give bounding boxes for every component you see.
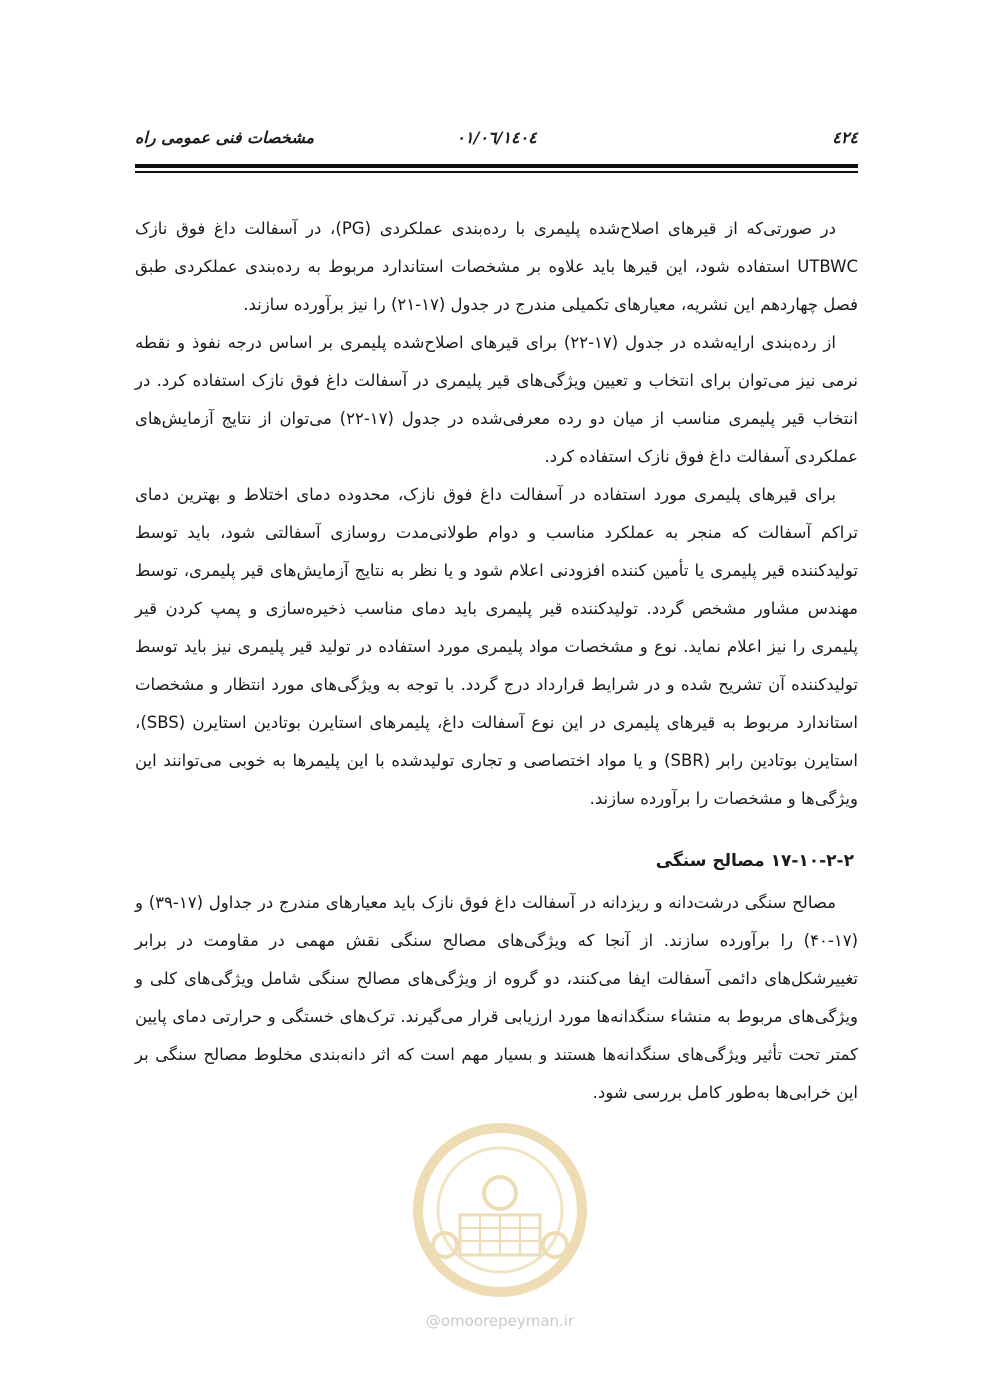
header-rule-thin bbox=[135, 171, 858, 173]
watermark-seal-icon bbox=[405, 1115, 595, 1345]
section-heading: ۱۷-۱۰-۲-۲ مصالح سنگی bbox=[655, 851, 854, 871]
page-body bbox=[135, 210, 858, 1112]
page-header bbox=[135, 128, 858, 156]
paragraph-pg-binders: در صورتی‌که از قیرهای اصلاح‌شده پلیمری با رده‌بندی عملکردی (PG)، در آسفالت داغ فوق نازک UTBWC استفاده شود، این قیرها باید علاوه بر مشخصات استاندارد مربوط به رده‌بندی عملکردی طبق فصل چهاردهم این نشریه، معیارهای تکمیلی مندرج در جدول (۱۷-۲۱) را نیز برآورده سازند. bbox=[135, 219, 858, 314]
paragraph-aggregates: مصالح سنگی درشت‌دانه و ریزدانه در آسفالت داغ فوق نازک باید معیارهای مندرج در جداول (۱۷-۳۹) و (۱۷-۴۰) را برآورده سازند. از آنجا که ویژگی‌های مصالح سنگی نقش مهمی در مقاومت در برابر تغییرشکل‌های دائمی آسفالت ایفا می‌کنند، دو گروه از ویژگی‌های مصالح سنگی شامل ویژگی‌های کلی و ویژگی‌های مربوط به منشاء سنگدانه‌ها مورد ارزیابی قرار می‌گیرند. ترک‌های خستگی و حرارتی دمای پایین کمتر تحت تأثیر ویژگی‌های سنگدانه‌ها هستند و بسیار مهم است که اثر دانه‌بندی مخلوط مصالح سنگی بر این خرابی‌ها به‌طور کامل بررسی شود. bbox=[135, 893, 858, 1102]
paragraph-classification: از رده‌بندی ارایه‌شده در جدول (۱۷-۲۲) برای قیرهای اصلاح‌شده پلیمری بر اساس درجه نفوذ و نقطه نرمی نیز می‌توان برای انتخاب و تعیین ویژگی‌های قیر پلیمری در آسفالت داغ فوق نازک استفاده کرد. در انتخاب قیر پلیمری مناسب از میان دو رده معرفی‌شده در جدول (۱۷-۲۲) می‌توان از نتایج آزمایش‌های عملکردی آسفالت داغ فوق نازک استفاده کرد. bbox=[135, 333, 858, 466]
document-title: مشخصات فنی عمومی راه bbox=[135, 128, 315, 147]
paragraph-polymer-binders: برای قیرهای پلیمری مورد استفاده در آسفالت داغ فوق نازک، محدوده دمای اختلاط و بهترین دمای تراکم آسفالت که منجر به عملکرد مناسب و دوام طولانی‌مدت روسازی آسفالتی شود، باید توسط تولیدکننده قیر پلیمری یا تأمین کننده افزودنی اعلام شود و یا نظر به نتایج آزمایش‌های قیر پلیمری، توسط مهندس مشاور مشخص گردد. تولیدکننده قیر پلیمری باید دمای مناسب ذخیره‌سازی و پمپ کردن قیر پلیمری را نیز اعلام نماید. نوع و مشخصات مواد پلیمری مورد استفاده در تولید قیر پلیمری نیز باید توسط تولیدکننده آن تشریح شده و در شرایط قرارداد درج گردد. با توجه به ویژگی‌های مورد انتظار و مشخصات استاندارد مربوط به قیرهای پلیمری در این نوع آسفالت داغ، پلیمرهای استایرن بوتادین استایرن (SBS)، استایرن بوتادین رابر (SBR) و یا مواد اختصاصی و تجاری تولیدشده با این پلیمرها به خوبی می‌توانند این ویژگی‌ها و مشخصات را برآورده سازند. bbox=[135, 485, 858, 808]
header-rule-thick bbox=[135, 164, 858, 168]
publication-date: ۱٤۰٤/۰٦/۰۱ bbox=[456, 128, 537, 147]
page-number: ٤٢٤ bbox=[832, 128, 858, 147]
watermark-url: @omoorepeyman.ir bbox=[425, 1312, 575, 1330]
